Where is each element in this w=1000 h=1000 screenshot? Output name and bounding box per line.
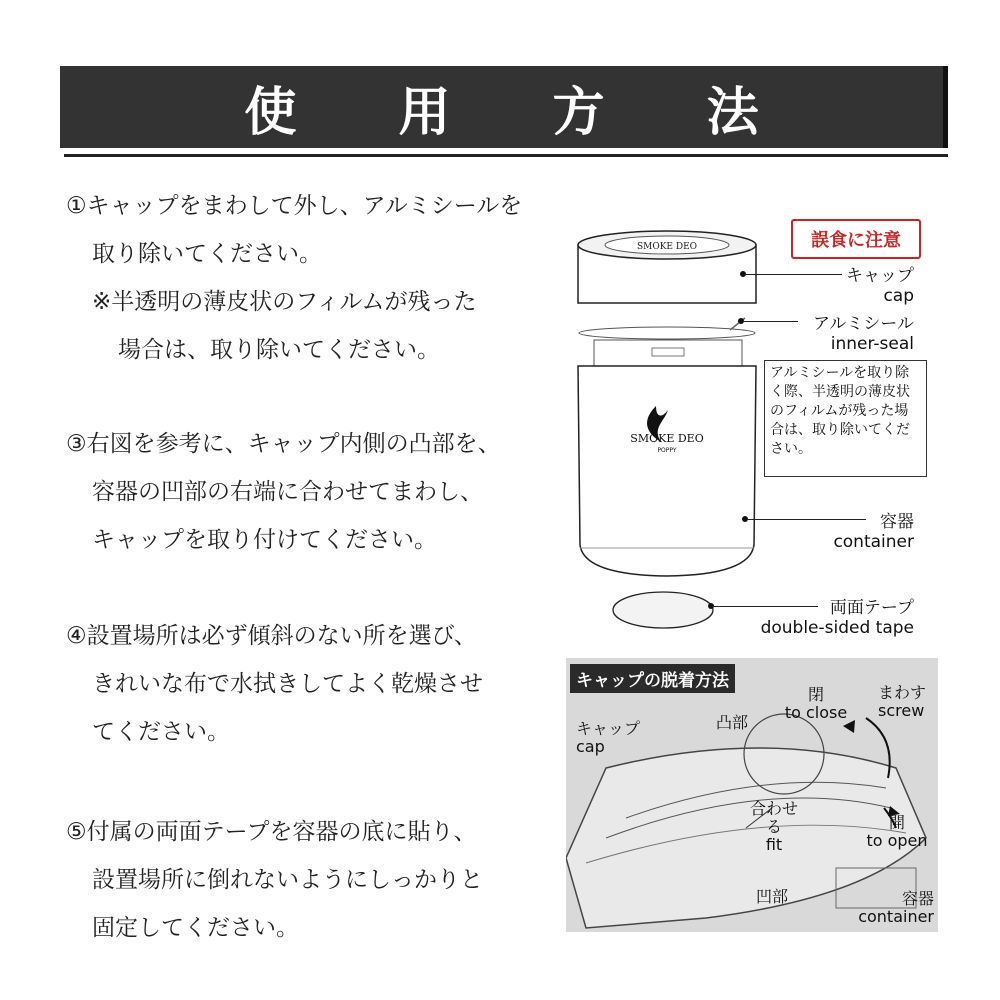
warning-label: 誤食に注意 — [791, 219, 921, 259]
inset-open-en: to open — [866, 831, 928, 850]
step-4-line-1: ④設置場所は必ず傾斜のない所を選び、 — [66, 623, 477, 649]
container-brand-sub: POPPY — [657, 447, 677, 454]
tape-label-jp: 両面テープ — [829, 598, 914, 618]
inset-screw-jp: まわす — [878, 683, 927, 702]
seal-illustration — [579, 318, 755, 339]
seal-leader — [744, 321, 798, 322]
step-1-note-line-1: ※半透明の薄皮状のフィルムが残った — [92, 289, 477, 315]
inset-cap-label — [576, 720, 640, 756]
cap-leader — [746, 274, 842, 275]
step-5-line-2: 設置場所に倒れないようにしっかりと — [92, 867, 483, 893]
container-brand: SMOKE DEO — [630, 432, 704, 445]
product-diagram — [560, 230, 770, 640]
step-1-line-1: ①キャップをまわして外し、アルミシールを — [66, 193, 523, 219]
inset-fit-label — [744, 800, 804, 854]
inset-convex-label: 凸部 — [716, 713, 749, 732]
step-5-line-3: 固定してください。 — [92, 915, 299, 941]
container-label-jp: 容器 — [880, 512, 914, 532]
inset-container-label — [842, 890, 934, 926]
title-banner — [60, 66, 948, 148]
step-1-line-2: 取り除いてください。 — [92, 241, 322, 267]
step-3-line-2: 容器の凹部の右端に合わせてまわし、 — [92, 479, 483, 505]
seal-label-en: inner-seal — [830, 334, 914, 354]
seal-note: アルミシールを取り除く際、半透明の薄皮状のフィルムが残った場合は、取り除いてください。 — [764, 360, 927, 477]
inset-close-label — [776, 686, 856, 722]
cap-attach-inset — [566, 658, 938, 932]
step-4 — [66, 612, 483, 756]
cap-label-en: cap — [883, 286, 914, 306]
step-5 — [66, 808, 483, 952]
step-1 — [66, 182, 522, 374]
seal-label-jp: アルミシール — [813, 314, 914, 334]
inset-open-label — [862, 814, 932, 850]
step-3 — [66, 420, 501, 564]
container-label — [820, 512, 914, 552]
inset-cap-jp: キャップ — [576, 719, 641, 738]
cap-brand-text: SMOKE DEO — [636, 242, 698, 252]
inset-fit-jp: 合わせる — [749, 799, 798, 836]
inset-screw-en: screw — [878, 701, 925, 720]
inset-cap-en: cap — [576, 737, 605, 756]
inset-container-en: container — [858, 907, 934, 926]
cap-illustration — [578, 231, 756, 303]
inset-container-jp: 容器 — [901, 889, 934, 908]
seal-label — [796, 314, 914, 354]
inset-screw-label — [878, 684, 926, 720]
container-label-en: container — [833, 532, 914, 552]
tape-label — [736, 598, 914, 638]
step-3-line-3: キャップを取り付けてください。 — [92, 527, 437, 553]
step-3-line-1: ③右図を参考に、キャップ内側の凸部を、 — [66, 431, 501, 457]
step-1-note-line-2: 場合は、取り除いてください。 — [118, 337, 440, 363]
cap-label-jp: キャップ — [846, 266, 914, 286]
step-5-line-1: ⑤付属の両面テープを容器の底に貼り、 — [66, 819, 477, 845]
inset-concave-label: 凹部 — [756, 887, 789, 906]
inset-close-jp: 閉 — [807, 685, 824, 704]
title-underline — [64, 154, 948, 157]
inset-fit-en: fit — [765, 835, 783, 854]
inset-close-en: to close — [784, 703, 848, 722]
inset-open-jp: 開 — [888, 813, 905, 832]
tape-illustration — [613, 592, 713, 628]
step-4-line-3: てください。 — [92, 719, 230, 745]
container-illustration — [578, 340, 756, 576]
cap-label — [840, 266, 914, 306]
page-title: 使 用 方 法 — [244, 82, 801, 143]
tape-label-en: double-sided tape — [760, 618, 914, 638]
inset-title: キャップの脱着方法 — [570, 664, 735, 693]
step-4-line-2: きれいな布で水拭きしてよく乾燥させ — [92, 671, 483, 697]
